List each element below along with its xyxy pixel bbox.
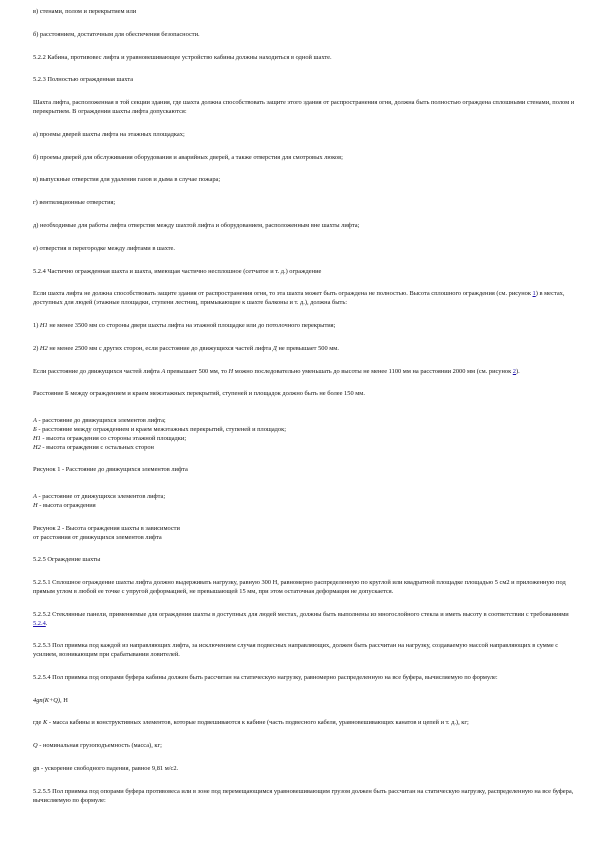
- text-span: не менее 3500 мм со стороны двери шахты лифта на этажной площадке или до потолочного перекрытия;: [47, 321, 336, 329]
- figure-1-caption: Рисунок 1 - Расстояние до движущихся элементов лифта: [33, 466, 188, 474]
- text-span: Если расстояние до движущихся частей лифта: [33, 367, 162, 375]
- text-span: - расстояние между ограждением и краем межэтажных перекрытий, ступеней и площадок;: [36, 425, 287, 433]
- text-span: не менее 2500 мм с других сторон, если расстояние до движущихся частей лифта: [47, 344, 273, 352]
- paragraph: Расстояние Б между ограждением и краем межэтажных перекрытий, ступеней и площадок должно быть не более 150 мм.: [33, 390, 365, 398]
- text-span: превышает 500 мм, то: [165, 367, 229, 375]
- paragraph: 5.2.5.4 Пол приямка под опорами буфера кабины должен быть рассчитан на статическую нагрузку, равномерно распределенную на все буфера, вычисляемую по формуле:: [33, 673, 498, 681]
- section-heading: 5.2.4 Частично огражденная шахта и шахта, имеющая частично несплошное (сетчатое и т. д.) ограждение: [33, 267, 322, 275]
- text-span: 1): [33, 321, 40, 329]
- section-heading: 5.2.5 Ограждение шахты: [33, 556, 101, 564]
- figure-2-legend: [33, 493, 578, 511]
- formula: [33, 697, 578, 706]
- paragraph: в) стенами, полом и перекрытием или: [33, 8, 137, 15]
- paragraph: [33, 368, 578, 377]
- figure-2-caption: [33, 525, 578, 543]
- symbol: Н: [33, 501, 38, 509]
- paragraph: 5.2.5.5 Пол приямка под опорами буфера противовеса или в зоне под перемещающимся уравновешивающим грузом должен быть рассчитан на статическую нагрузку, распределенную на все буфера, вычисляемую по формуле:: [33, 787, 574, 804]
- list-item: г) вентиляционные отверстия;: [33, 199, 116, 207]
- symbol: Н1: [33, 434, 41, 442]
- definition: gn - ускорение свободного падения, равное 9,81 м/с2.: [33, 765, 179, 773]
- text-span: 2): [33, 344, 40, 352]
- symbol: А: [33, 417, 37, 425]
- text-span: - высота ограждения со стороны этажной площадки;: [40, 434, 187, 442]
- figure-2-link[interactable]: 2: [512, 367, 516, 375]
- document-page: [33, 8, 578, 805]
- symbol: К: [43, 719, 48, 727]
- symbol: Н2: [33, 443, 41, 451]
- symbol: Q: [33, 742, 38, 750]
- text-span: не превышает 500 мм.: [276, 344, 339, 352]
- list-item: [33, 345, 578, 354]
- paragraph: 5.2.2 Кабина, противовес лифта и уравновешивающее устройство кабины должны находиться в одной шахте.: [33, 53, 332, 61]
- legend-item: [33, 502, 578, 511]
- list-item: а) проемы дверей шахты лифта на этажных площадках;: [33, 130, 185, 138]
- text-span: 5.2.5.2 Стеклянные панели, применяемые для ограждения шахты в доступных для людей местах, должны быть выполнены из многослойного стекла и иметь высоту в соответствии с требованиями: [33, 610, 569, 618]
- text-span: - высота ограждения: [37, 501, 96, 509]
- symbol: Н1: [39, 321, 48, 329]
- list-item: д) необходимые для работы лифта отверстия между шахтой лифта и оборудованием, расположенным вне шахты лифта;: [33, 221, 360, 229]
- legend-item: [33, 426, 578, 435]
- symbol: Б: [33, 425, 37, 433]
- list-item: [33, 322, 578, 331]
- symbol: Н: [228, 367, 234, 375]
- list-item: б) проемы дверей для обслуживания оборудования и аварийных дверей, а также отверстия для смотровых люков;: [33, 153, 343, 161]
- legend-item: [33, 435, 578, 444]
- text-span: - масса кабины и конструктивных элементов, которые подвешиваются к кабине (часть подвесного кабеля, уравновешивающих канатов и цепей и т. д.), кг;: [47, 719, 469, 727]
- text-span: можно последовательно уменьшать до высоты не менее 1100 мм на расстоянии 2000 мм (см. рисунок: [233, 367, 513, 375]
- symbol: А: [33, 493, 37, 501]
- text-span: - высота ограждения с остальных сторон: [40, 443, 154, 451]
- list-item: в) выпускные отверстия для удаления газов и дыма в случае пожара;: [33, 176, 221, 184]
- section-heading: 5.2.3 Полностью огражденная шахта: [33, 76, 134, 84]
- symbol: Н2: [39, 344, 48, 352]
- text-span: - расстояние от движущихся элементов лифта;: [36, 493, 166, 501]
- definition: [33, 742, 578, 751]
- formula-expression: 4gn(K+Q): [33, 696, 61, 704]
- legend-item: [33, 444, 578, 453]
- paragraph: [33, 611, 578, 629]
- formula-unit: , Н: [60, 696, 68, 704]
- text-span: ).: [515, 367, 520, 375]
- definition: [33, 719, 578, 728]
- figure-1-legend: [33, 417, 578, 452]
- paragraph: [33, 290, 578, 308]
- paragraph: Шахта лифта, расположенная в той секции здания, где шахта должна способствовать защите этого здания от распространения огня, должна быть полностью ограждена сплошными стенами, полом и перекрытием. В ограждении шахты лифта допускаются:: [33, 99, 575, 115]
- paragraph: б) расстоянием, достаточным для обеспечения безопасности.: [33, 30, 200, 38]
- list-item: е) отверстия в перегородке между лифтами в шахте.: [33, 244, 175, 252]
- legend-item: [33, 493, 578, 502]
- section-5-2-4-link[interactable]: 5.2.4: [33, 619, 46, 627]
- text-span: .: [45, 619, 48, 627]
- caption-line: от расстояния от движущихся элементов лифта: [33, 533, 162, 541]
- paragraph: 5.2.5.1 Сплошное ограждение шахты лифта должно выдерживать нагрузку, равную 300 Н, равномерно распределенную по круглой или квадратной площадке площадью 5 см2 и приложенную под прямым углом в любой ее точке с упругой деформацией, не превышающей 15 мм, при этом остаточная деформация не допускается.: [33, 579, 566, 595]
- text-span: Если шахта лифта не должна способствовать защите здания от распространения огня, то эта шахта может быть ограждена не полностью. Высота сплошного ограждения (см. рисунок: [33, 290, 533, 298]
- caption-line: Рисунок 2 - Высота ограждения шахты в зависимости: [33, 524, 180, 532]
- text-span: где: [33, 719, 43, 727]
- paragraph: 5.2.5.3 Пол приямка под каждой из направляющих лифта, за исключением случая подвесных направляющих, должен быть рассчитан на нагрузку, создаваемую массой направляющих в сумме с усилием, возникающим при срабатывании ловителей.: [33, 642, 559, 659]
- symbol: А: [161, 367, 166, 375]
- text-span: - номинальная грузоподъемность (масса), кг;: [37, 742, 162, 750]
- text-span: - расстояние до движущихся элементов лифта;: [36, 417, 166, 425]
- figure-1-link[interactable]: 1: [532, 290, 536, 298]
- text-span: ) в местах, доступных для людей (этажные площадки, ступени лестниц, примыкающие к шахте балконы и т. д.), должна быть:: [33, 290, 565, 307]
- legend-item: [33, 417, 578, 426]
- symbol: Д: [272, 344, 277, 352]
